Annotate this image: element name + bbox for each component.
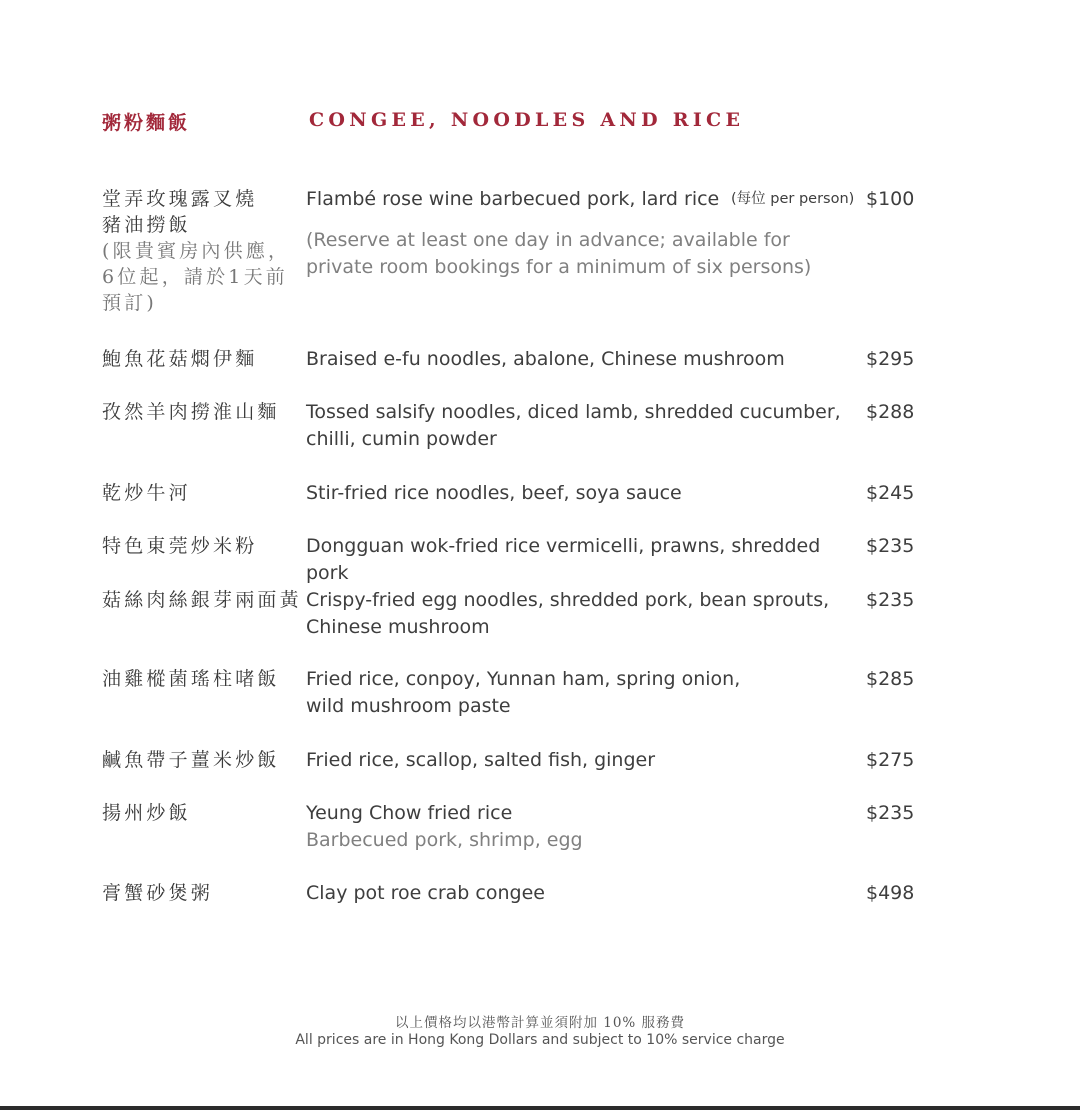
dish-name-chinese-line: 鮑魚花菇燜伊麵 <box>102 348 258 370</box>
footer-note-chinese: 以上價格均以港幣計算並須附加 10% 服務費 <box>394 1015 686 1031</box>
dish-name-english <box>306 399 866 453</box>
bottom-rule <box>0 1106 1080 1110</box>
dish-name-chinese <box>102 533 302 559</box>
dish-price: $275 <box>866 749 915 771</box>
dish-name-chinese-line: 菇絲肉絲銀芽兩面黃 <box>102 589 302 611</box>
dish-price: $498 <box>866 882 915 904</box>
dish-name-english-line: wild mushroom paste <box>306 695 511 717</box>
dish-name-english-line: Braised e-fu noodles, abalone, Chinese mushroom <box>306 348 785 370</box>
footer-note-english: All prices are in Hong Kong Dollars and subject to 10% service charge <box>295 1032 785 1048</box>
dish-name-english-line: Dongguan wok-fried rice vermicelli, prawns, shredded pork <box>306 535 821 584</box>
dish-name-english <box>306 880 866 907</box>
dish-name-chinese-line: 揚州炒飯 <box>102 802 191 824</box>
dish-name-english-line: Stir-fried rice noodles, beef, soya sauce <box>306 482 682 504</box>
dish-price: $288 <box>866 401 915 423</box>
dish-name-chinese <box>102 587 302 613</box>
dish-name-english <box>306 747 866 774</box>
dish-price: $235 <box>866 589 915 611</box>
dish-name-english-line: Crispy-fried egg noodles, shredded pork, bean sprouts, <box>306 589 830 611</box>
section-title-english: CONGEE, NOODLES AND RICE <box>309 109 745 131</box>
dish-name-chinese <box>102 480 302 506</box>
dish-name-english-line: Yeung Chow fried rice <box>306 802 513 824</box>
section-title-chinese: 粥粉麵飯 <box>102 112 191 134</box>
dish-name-chinese-line: 孜然羊肉撈淮山麵 <box>102 401 280 423</box>
dish-price: $285 <box>866 668 915 690</box>
dish-name-chinese-line: 豬油撈飯 <box>102 214 191 236</box>
dish-name-chinese <box>102 399 302 425</box>
dish-name-chinese-line: 油雞樅菌瑤柱啫飯 <box>102 668 280 690</box>
dish-note-chinese-line: 預訂) <box>102 292 158 314</box>
dish-note-chinese-line: (限貴賓房內供應， <box>102 240 291 262</box>
dish-name-english <box>306 587 866 641</box>
dish-note-chinese-line: 6位起，請於1天前 <box>102 266 288 288</box>
dish-name-english-line: Clay pot roe crab congee <box>306 882 545 904</box>
dish-name-chinese-line: 特色東莞炒米粉 <box>102 535 258 557</box>
dish-name-chinese-line: 乾炒牛河 <box>102 482 191 504</box>
dish-name-chinese-line: 鹹魚帶子薑米炒飯 <box>102 749 280 771</box>
dish-name-chinese <box>102 186 302 316</box>
dish-name-chinese <box>102 666 302 692</box>
dish-note-english-line: (Reserve at least one day in advance; available for <box>306 229 790 251</box>
dish-note-english-line: private room bookings for a minimum of six persons) <box>306 256 812 278</box>
dish-name-english <box>306 800 866 854</box>
dish-name-english-line: Fried rice, scallop, salted fish, ginger <box>306 749 656 771</box>
spacer <box>306 213 866 227</box>
dish-name-english-line: chilli, cumin powder <box>306 428 497 450</box>
dish-name-english <box>306 346 866 373</box>
dish-price: $235 <box>866 802 915 824</box>
dish-name-english-line: Flambé rose wine barbecued pork, lard rice <box>306 188 720 210</box>
dish-description-line: Barbecued pork, shrimp, egg <box>306 829 583 851</box>
dish-name-english-line: Tossed salsify noodles, diced lamb, shredded cucumber, <box>306 401 841 423</box>
dish-price: $235 <box>866 535 915 557</box>
dish-name-english-line: Fried rice, conpoy, Yunnan ham, spring onion, <box>306 668 741 690</box>
dish-name-english-line: Chinese mushroom <box>306 616 490 638</box>
dish-price: $245 <box>866 482 915 504</box>
per-person-label: (每位 per person) <box>731 191 855 207</box>
dish-name-chinese-line: 膏蟹砂煲粥 <box>102 882 214 904</box>
dish-name-chinese <box>102 346 302 372</box>
dish-name-chinese <box>102 880 302 906</box>
dish-name-english <box>306 666 866 720</box>
dish-name-chinese <box>102 747 302 773</box>
dish-name-english <box>306 480 866 507</box>
dish-name-chinese-line: 堂弄玫瑰露叉燒 <box>102 188 258 210</box>
dish-name-chinese <box>102 800 302 826</box>
dish-price: $295 <box>866 348 915 370</box>
dish-name-english <box>306 533 866 587</box>
dish-price: $100 <box>866 188 915 210</box>
